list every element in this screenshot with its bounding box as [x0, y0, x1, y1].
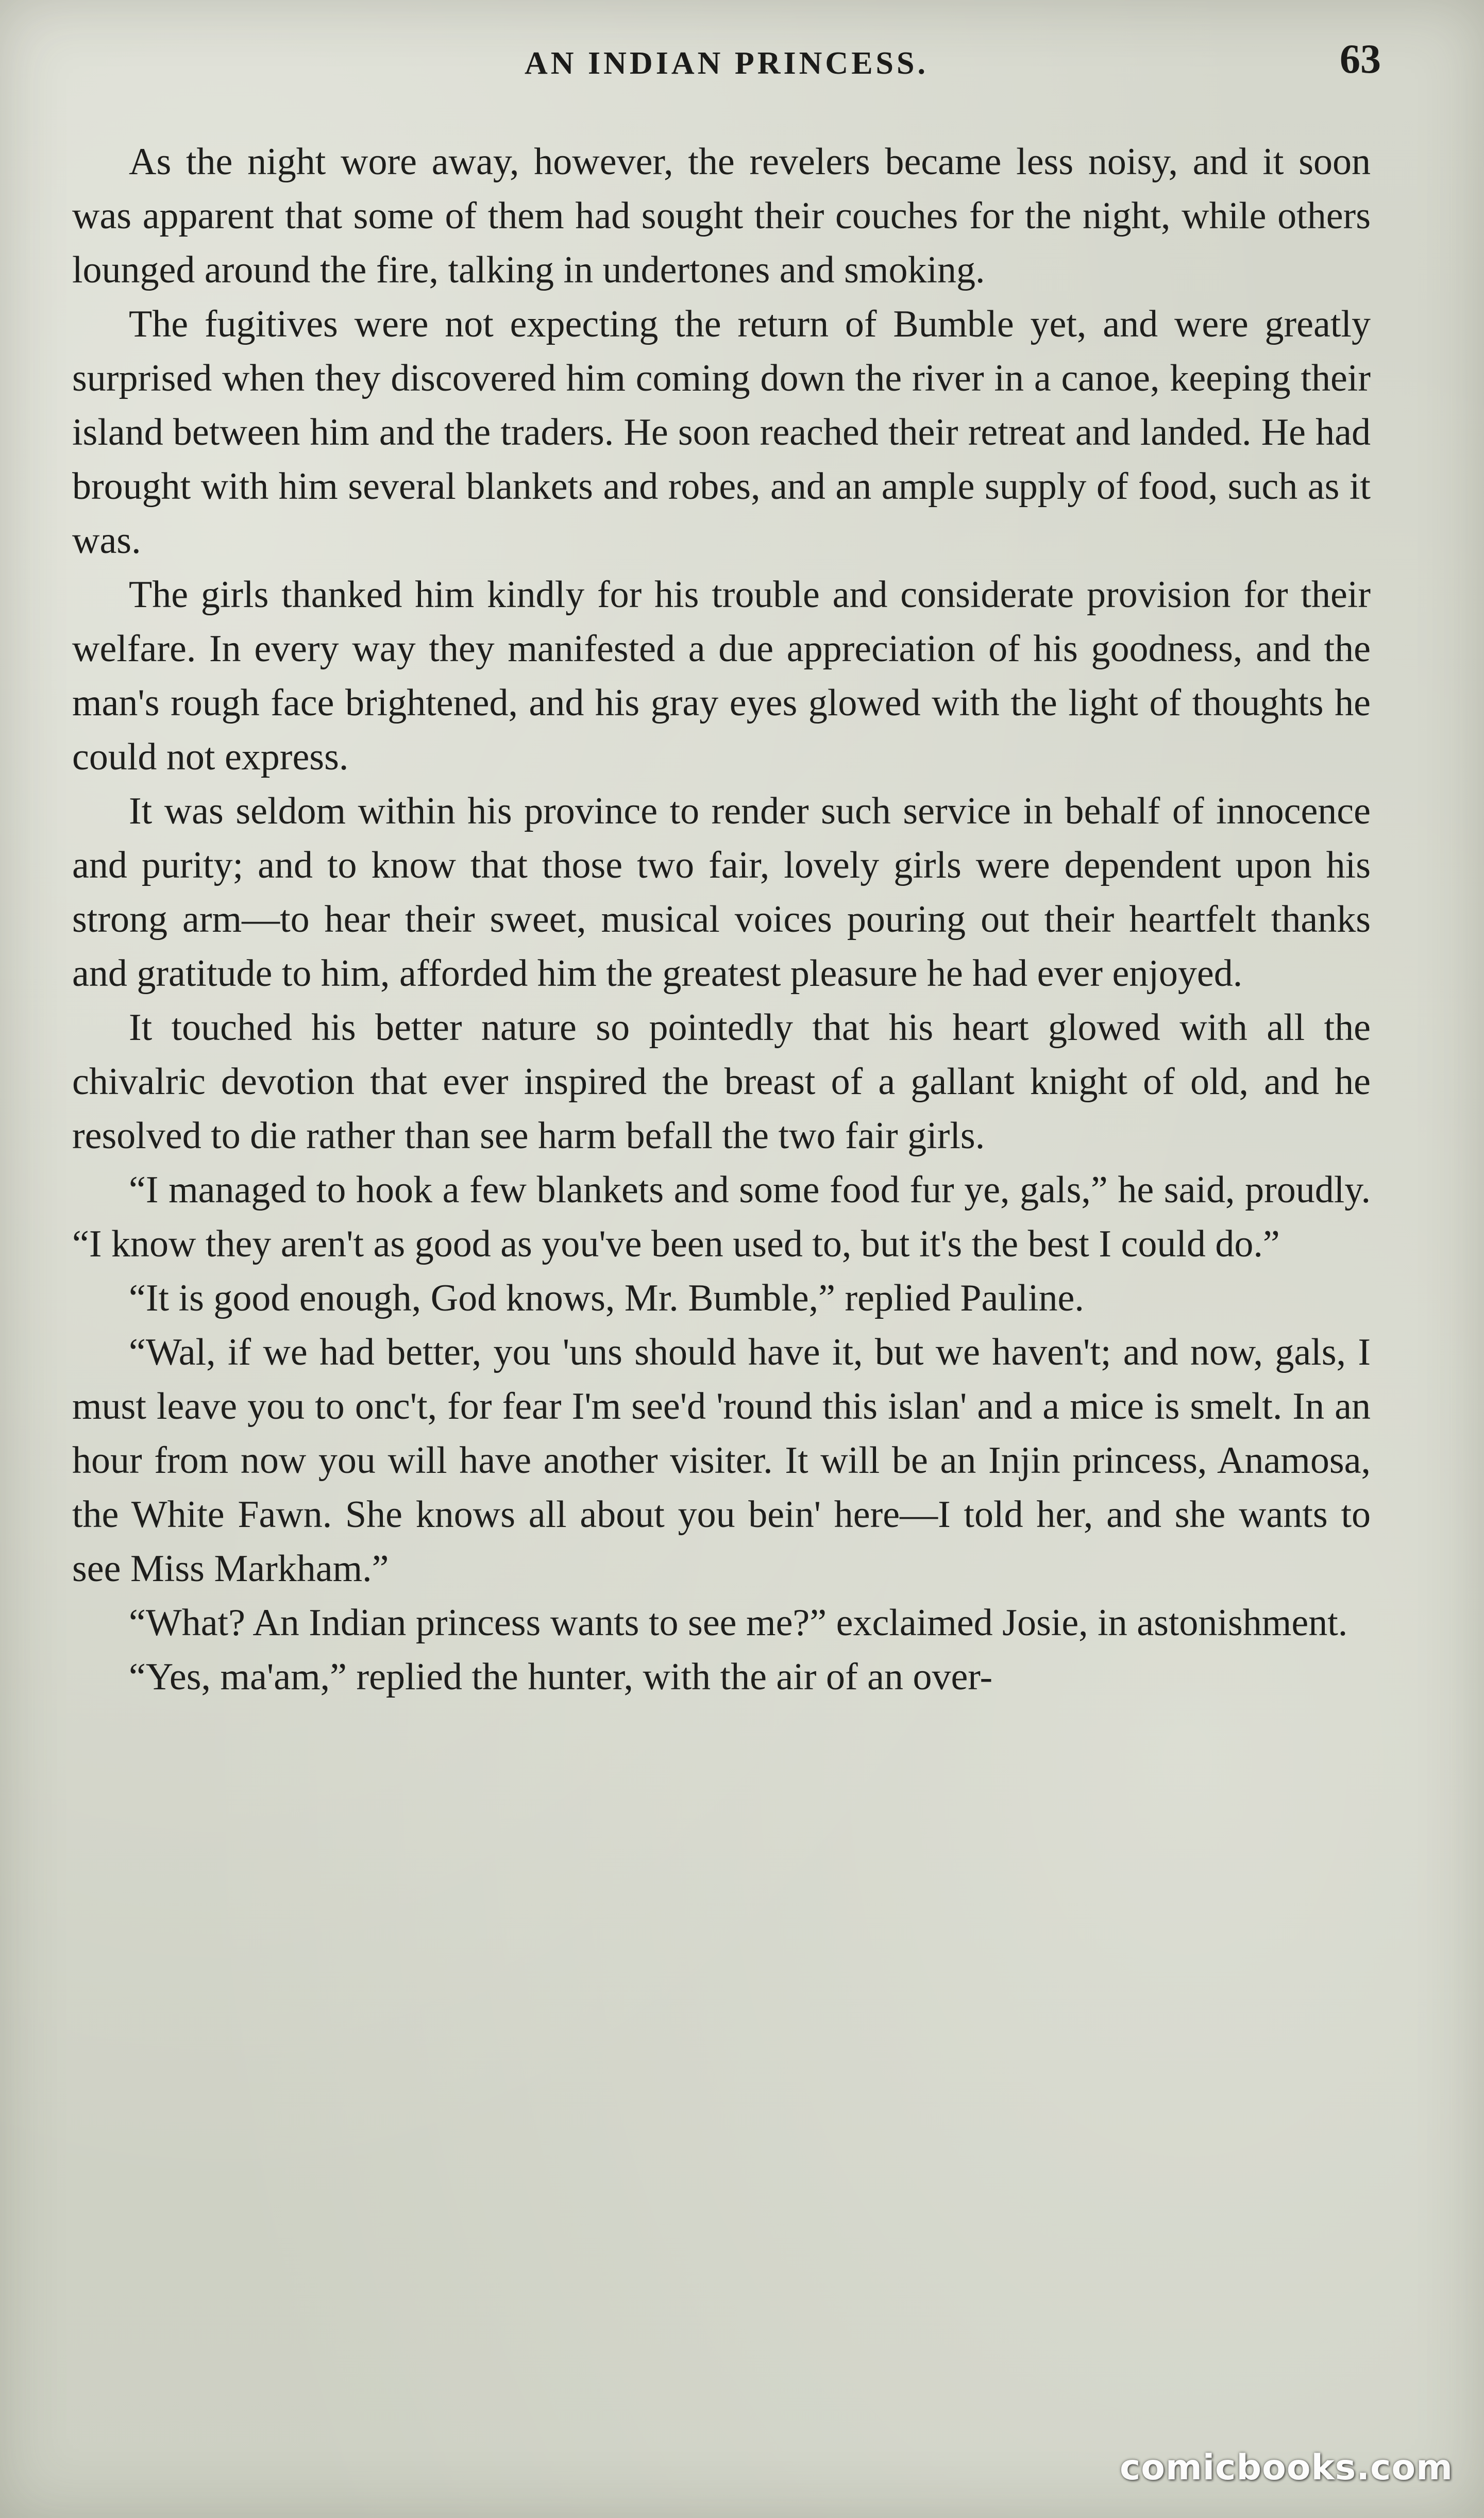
- body-text: [72, 135, 1371, 1704]
- paragraph: “Yes, ma'am,” replied the hunter, with the air of an over-: [129, 1656, 993, 1698]
- paragraph: It touched his better nature so pointedly that his heart glowed with all the chivalric devotion that ever inspired the breast of a gallant knight of old, and he resolved to die rather than see harm befall the two fair girls.: [72, 1006, 1371, 1157]
- running-head: [72, 36, 1381, 93]
- page-number: 63: [1340, 37, 1381, 82]
- paragraph: The fugitives were not expecting the return of Bumble yet, and were greatly surprised when they discovered him coming down the river in a canoe, keeping their island between him and the traders. He soon reached their retreat and landed. He had brought with him several blankets and robes, and an ample supply of food, such as it was.: [72, 303, 1371, 562]
- paragraph: It was seldom within his province to render such service in behalf of innocence and purity; and to know that those two fair, lovely girls were dependent upon his strong arm—to hear their sweet, musical voices pouring out their heartfelt thanks and gratitude to him, afforded him the greatest pleasure he had ever enjoyed.: [72, 790, 1371, 995]
- watermark: comicbooks.com: [1119, 2447, 1453, 2488]
- paragraph: “It is good enough, God knows, Mr. Bumble,” replied Pauline.: [129, 1277, 1084, 1319]
- paragraph: “What? An Indian princess wants to see me?” exclaimed Josie, in astonishment.: [129, 1602, 1348, 1644]
- paragraph: The girls thanked him kindly for his trouble and considerate provision for their welfare. In every way they manifested a due appreciation of his goodness, and the man's rough face brightened, and his gray eyes glowed with the light of thoughts he could not express.: [72, 574, 1371, 778]
- paragraph: “Wal, if we had better, you 'uns should have it, but we haven't; and now, gals, I must leave you to onc't, for fear I'm see'd 'round this islan' and a mice is smelt. In an hour from now you will have another visiter. It will be an Injin princess, Anamosa, the White Fawn. She knows all about you bein' here—I told her, and she wants to see Miss Markham.”: [72, 1331, 1371, 1590]
- paragraph: “I managed to hook a few blankets and some food fur ye, gals,” he said, proudly. “I know they aren't as good as you've been used to, but it's the best I could do.”: [72, 1169, 1371, 1265]
- running-title: AN INDIAN PRINCESS.: [524, 46, 929, 81]
- paragraph: As the night wore away, however, the revelers became less noisy, and it soon was apparent that some of them had sought their couches for the night, while others lounged around the fire, talking in undertones and smoking.: [72, 141, 1371, 291]
